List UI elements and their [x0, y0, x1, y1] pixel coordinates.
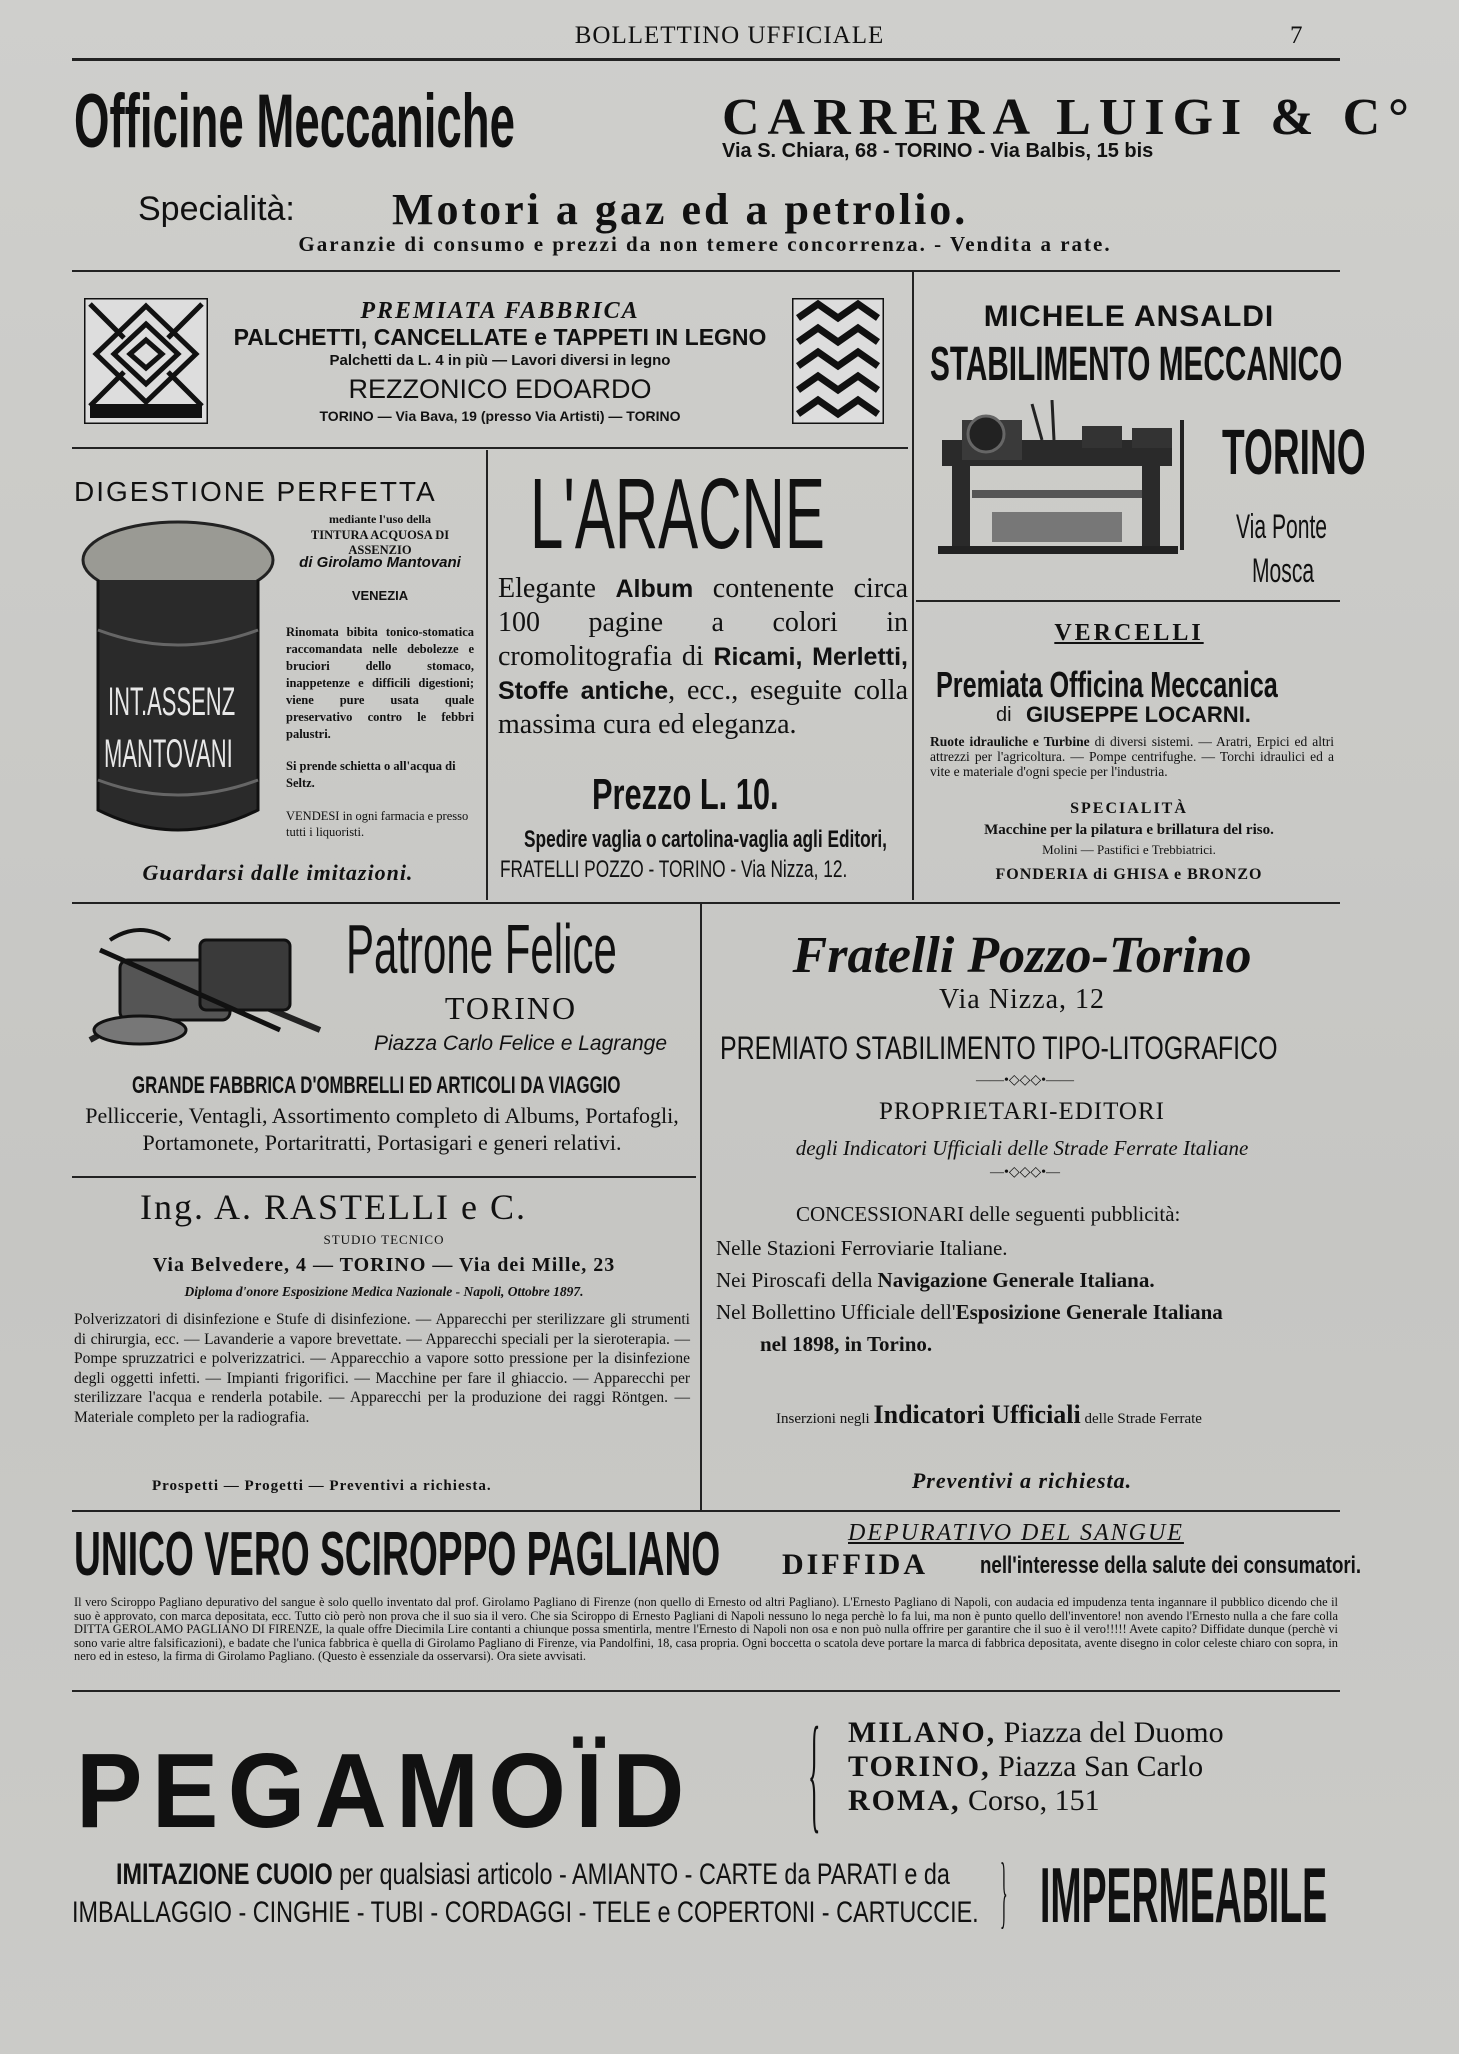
pegamoid-line1	[116, 1858, 950, 1892]
aracne-editori: FRATELLI POZZO - TORINO - Via Nizza, 12.	[500, 856, 848, 883]
locarni-name: GIUSEPPE LOCARNI.	[1026, 702, 1251, 727]
pegamoid-city3: ROMA,	[848, 1784, 961, 1817]
rastelli-studio: STUDIO TECNICO	[323, 1232, 445, 1247]
locarni-fonderia: FONDERIA di GHISA e BRONZO	[995, 866, 1263, 883]
rule-4	[72, 1510, 1340, 1512]
digestione-body: Rinomata bibita tonico-stomatica raccomandata nelle debolezze e bruciori dello stomaco, inappetenze e difficili digestioni; viene pure usata quale preservativo contro le febbri palustri.	[286, 625, 474, 741]
pozzo-name: Fratelli Pozzo-Torino	[792, 927, 1252, 984]
locarni-city: VERCELLI	[1054, 620, 1204, 646]
patrone-address: Piazza Carlo Felice e Lagrange	[374, 1032, 667, 1055]
pozzo-inserzioni-a: Inserzioni negli	[776, 1411, 874, 1427]
pozzo-address: Via Nizza, 12	[938, 984, 1106, 1015]
digestione-prendesi: Si prende schietta o all'acqua di Seltz.	[286, 759, 456, 790]
rastelli-body: Polverizzatori di disinfezione e Stufe di disinfezione. — Apparecchi per sterilizzare gli strumenti di chirurgia, ecc. — Lavanderie a vapore brevettate. — Apparecchi speciali per la sieroterapia. — Pompe spruzzatrici e polverizzatrici. — Apparecchio a vapore sotto pressione per la disinfezione degli oggetti infetti. — Impianti frigorifici. — Macchine per fare il ghiaccio. — Apparecchi per sterilizzare l'acqua e renderla potabile. — Apparecchi per la produzione dei raggi Röntgen. — Materiale completo per la radiografia.	[74, 1311, 690, 1426]
jar-label-2: MANTOVANI	[104, 732, 233, 776]
rule-patrone	[72, 1176, 696, 1178]
pagliano-diffida: DIFFIDA	[782, 1548, 928, 1581]
ansaldi-street1: Via Ponte	[1236, 508, 1328, 546]
rule-5	[72, 1690, 1340, 1692]
parquet-pattern-left-icon	[84, 298, 208, 424]
pegamoid-brace: {	[808, 1701, 821, 1845]
locarni-body-rest: di diversi sistemi. — Aratri, Erpici ed altri attrezzi per l'agricoltura. — Pompe centrifughe. — Torchi idraulici ed a vite e materiale d'ogni specie per l'industria.	[930, 734, 1334, 779]
rastelli-name: Ing. A. RASTELLI e C.	[140, 1187, 527, 1227]
locarni-specialita: SPECIALITÀ	[1070, 800, 1188, 817]
pegamoid-name: PEGAMOÏD	[76, 1732, 694, 1850]
vertical-divider-left	[486, 450, 488, 900]
locarni-body	[930, 734, 1334, 779]
vertical-divider-middle	[700, 904, 702, 1512]
carrera-big-title: Officine Meccaniche	[74, 79, 515, 164]
rule-1	[72, 270, 1340, 272]
pagliano-body: Il vero Sciroppo Pagliano depurativo del sangue è solo quello inventato dal prof. Girolamo Pagliano di Firenze (non quello di Ernesto od altri Pagliano). L'Ernesto Pagliano di Napoli, con audacia ed impudenza tenta ingannare il pubblico dicendo che il suo è approvato, con marca depositata, ecc. Tutto ciò però non prova che il suo sia il vero. Che sia Sciroppo di Ernesto Pagliani di Napoli nessuno lo nega perchè lo fa lui, ma non è punto quello dell'inventore! non avendo l'Ernesto nulla a che fare colla DITTA GEROLAMO PAGLIANO DI FIRENZE, la quale offre Diecimila Lire contanti a chiunque possa smentirla, mentre l'Ernesto di Napoli non osa e non può nulla offrire per garantire che il suo è il vero!!!!! Avete capito? Diffidate dunque (perchè vi sono varie altre falsificazioni), e badate che l'unica fabbrica è quella di Girolamo Pagliano di Firenze, via Pandolfini, 18, casa propria. Ogni boccetta o scatola deve portare la marca di fabbrica depositata, avente disegno in color celeste chiaro con sopra, in nero ed in esteso, la firma di Girolamo Pagliano. (Questo è essenziale da osservarsi). Ora siete avvisati.	[74, 1595, 1338, 1664]
pozzo-line2b: Navigazione Generale Italiana.	[877, 1268, 1155, 1292]
patrone-products: Pelliccerie, Ventagli, Assortimento completo di Albums, Portafogli, Portamonete, Portaritratti, Portasigari e generi relativi.	[85, 1103, 679, 1155]
pagliano-big: UNICO VERO SCIROPPO PAGLIANO	[74, 1520, 721, 1589]
rezzonico-line1: PALCHETTI, CANCELLATE e TAPPETI IN LEGNO	[233, 324, 767, 350]
pegamoid-address-3	[848, 1784, 1100, 1818]
jar-label-1: INT.ASSENZ	[108, 680, 236, 724]
digestione-mediante: mediante l'uso della	[328, 512, 431, 526]
aracne-body-start: Elegante	[498, 573, 616, 604]
pegamoid-addr3: Corso, 151	[967, 1784, 1100, 1817]
pegamoid-address-1	[848, 1716, 1224, 1750]
aracne-items: Ricami, Merletti, Stoffe antiche	[498, 643, 908, 705]
pozzo-line2a: Nei Piroscafi della	[716, 1268, 878, 1292]
pozzo-inserzioni-b: Indicatori Ufficiali	[873, 1400, 1081, 1429]
carrera-company: CARRERA LUIGI & C°	[722, 89, 1417, 146]
pegamoid-address-2	[848, 1750, 1203, 1784]
pozzo-proprietari: PROPRIETARI-EDITORI	[879, 1098, 1165, 1125]
pegamoid-impermeabile: IMPERMEABILE	[1040, 1851, 1328, 1939]
ansaldi-subtitle: STABILIMENTO MECCANICO	[930, 338, 1343, 391]
pozzo-concessionari: CONCESSIONARI delle seguenti pubblicità:	[796, 1202, 1181, 1226]
pagliano-interesse: nell'interesse della salute dei consumatori.	[980, 1552, 1362, 1579]
rastelli-address: Via Belvedere, 4 — TORINO — Via dei Mille, 23	[152, 1254, 616, 1276]
ansaldi-name: MICHELE ANSALDI	[983, 300, 1275, 333]
pegamoid-imitazione: IMITAZIONE CUOIO	[116, 1858, 333, 1891]
pegamoid-addr1: Piazza del Duomo	[1003, 1716, 1224, 1749]
pozzo-line3a: Nel Bollettino Ufficiale dell'	[716, 1300, 956, 1324]
carrera-specialita-label: Specialità:	[138, 190, 295, 228]
digestione-author: di Girolamo Mantovani	[299, 554, 461, 571]
header-rule	[72, 58, 1340, 61]
lathe-machine-illustration	[932, 400, 1222, 560]
pozzo-line3b: Esposizione Generale Italiana	[955, 1300, 1223, 1324]
rule-3	[72, 902, 1340, 904]
locarni-title: Premiata Officina Meccanica	[936, 664, 1278, 705]
patrone-city: TORINO	[444, 990, 578, 1026]
pozzo-line3	[716, 1300, 1223, 1325]
locarni-molini: Molini — Pastifici e Trebbiatrici.	[1042, 842, 1216, 857]
ornament-1: ——•◇◇◇•——	[975, 1073, 1075, 1088]
aracne-body	[498, 572, 908, 742]
rule-ansaldi	[916, 600, 1340, 602]
pozzo-line4: nel 1898, in Torino.	[760, 1332, 933, 1356]
pegamoid-city1: MILANO,	[848, 1716, 997, 1749]
rezzonico-premiata: PREMIATA FABBRICA	[360, 298, 640, 324]
vertical-divider-right	[912, 270, 914, 900]
rule-2	[72, 447, 908, 449]
rastelli-footer: Prospetti — Progetti — Preventivi a richiesta.	[152, 1478, 492, 1494]
aracne-body-mid: contenente circa 100 pagine a colori in cromolitografia di	[498, 573, 908, 672]
aracne-price: Prezzo L. 10.	[592, 770, 779, 819]
rezzonico-name: REZZONICO EDOARDO	[348, 374, 652, 404]
parquet-pattern-right-icon	[792, 298, 884, 424]
pozzo-line1: Nelle Stazioni Ferroviarie Italiane.	[716, 1236, 1008, 1260]
pegamoid-line2: IMBALLAGGIO - CINGHIE - TUBI - CORDAGGI - TELE e COPERTONI - CARTUCCIE.	[72, 1896, 979, 1929]
locarni-macchine: Macchine per la pilatura e brillatura del riso.	[984, 822, 1274, 838]
digestione-tintura: TINTURA ACQUOSA DI ASSENZIO	[310, 528, 450, 557]
carrera-address: Via S. Chiara, 68 - TORINO - Via Balbis, 15 bis	[722, 140, 1154, 162]
ansaldi-street2: Mosca	[1252, 552, 1315, 590]
pegamoid-line1-rest: per qualsiasi articolo - AMIANTO - CARTE da PARATI e da	[332, 1858, 950, 1891]
travel-goods-illustration	[80, 920, 340, 1050]
digestione-warning: Guardarsi dalle imitazioni.	[142, 860, 414, 885]
patrone-fabbrica: GRANDE FABBRICA D'OMBRELLI ED ARTICOLI DA VIAGGIO	[132, 1072, 621, 1099]
digestione-city: VENEZIA	[351, 588, 409, 603]
pozzo-preventivi: Preventivi a richiesta.	[911, 1468, 1133, 1493]
pozzo-inserzioni-c: delle Strade Ferrate	[1080, 1411, 1202, 1427]
locarni-di: di	[996, 704, 1012, 726]
digestione-title: DIGESTIONE PERFETTA	[74, 476, 437, 507]
carrera-garanzie: Garanzie di consumo e prezzi da non temere concorrenza. - Vendita a rate.	[298, 232, 1112, 256]
aracne-spedire: Spedire vaglia o cartolina-vaglia agli Editori,	[524, 826, 887, 853]
pozzo-indicatori: degli Indicatori Ufficiali delle Strade Ferrate Italiane	[795, 1136, 1249, 1160]
aracne-album: Album	[615, 575, 694, 603]
pegamoid-addr2: Piazza San Carlo	[998, 1750, 1204, 1783]
pagliano-depurativo: DEPURATIVO DEL SANGUE	[848, 1520, 1184, 1546]
pozzo-premiato: PREMIATO STABILIMENTO TIPO-LITOGRAFICO	[720, 1030, 1278, 1066]
pegamoid-brace-2: }	[1000, 1848, 1008, 1936]
patrone-name: Patrone Felice	[346, 910, 617, 988]
aracne-body-end: , ecc., eseguite colla massima cura ed eleganza.	[498, 675, 909, 740]
pozzo-inserzioni	[776, 1400, 1202, 1430]
ansaldi-city: TORINO	[1222, 416, 1366, 488]
rezzonico-address: TORINO — Via Bava, 19 (presso Via Artisti) — TORINO	[319, 408, 681, 424]
rastelli-diploma: Diploma d'onore Esposizione Medica Nazionale - Napoli, Ottobre 1897.	[184, 1284, 584, 1299]
ornament-2: —•◇◇◇•—	[989, 1165, 1061, 1180]
pozzo-line2	[716, 1268, 1155, 1293]
page-header-title: BOLLETTINO UFFICIALE	[574, 22, 885, 49]
digestione-vendesi: VENDESI in ogni farmacia e presso tutti i liquoristi.	[286, 809, 469, 839]
carrera-specialita-text: Motori a gaz ed a petrolio.	[392, 185, 969, 234]
pegamoid-city2: TORINO,	[848, 1750, 991, 1783]
aracne-title: L'ARACNE	[530, 458, 825, 570]
rezzonico-line2: Palchetti da L. 4 in più — Lavori diversi in legno	[329, 352, 671, 369]
locarni-body-start: Ruote idrauliche e Turbine	[930, 734, 1090, 749]
page-number: 7	[1290, 22, 1303, 49]
